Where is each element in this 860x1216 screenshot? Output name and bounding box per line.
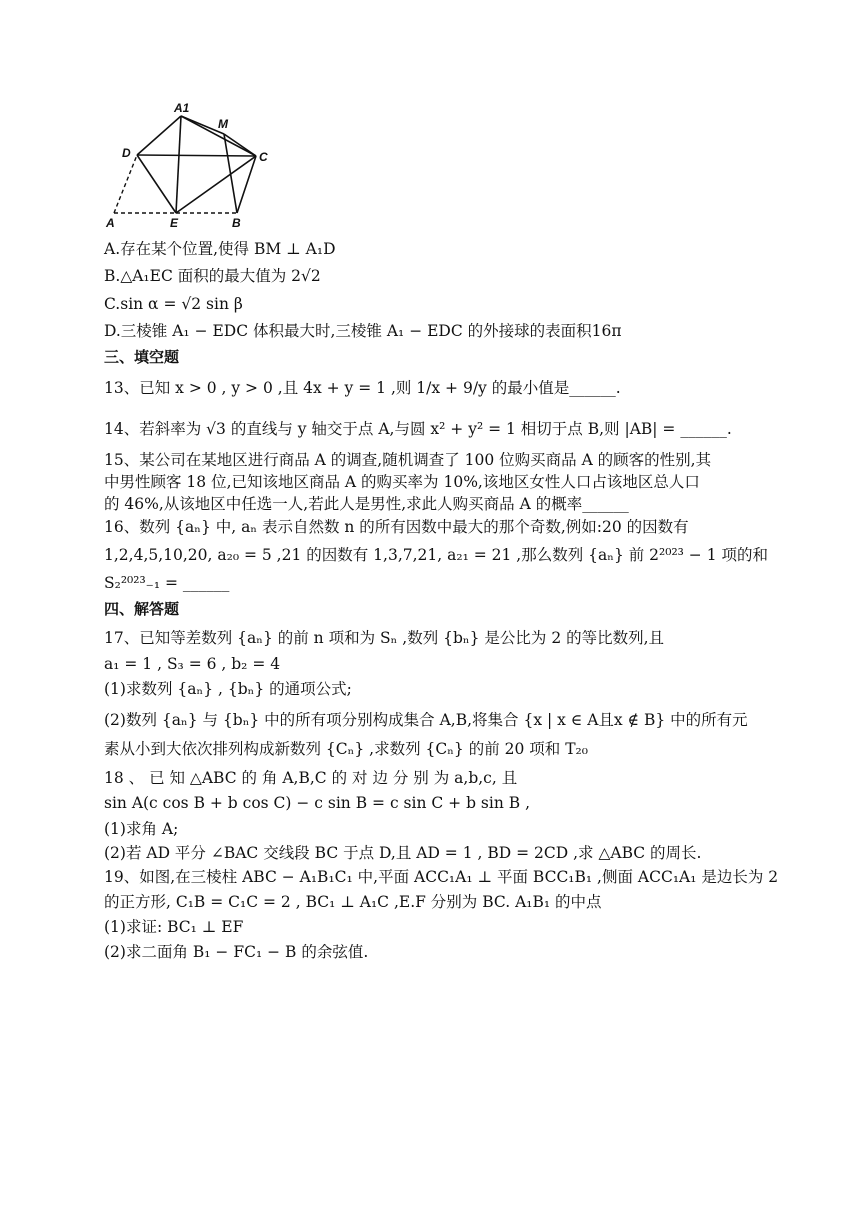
question-16-line-1: 16、数列 {aₙ} 中, aₙ 表示自然数 n 的所有因数中最大的那个奇数,例如:20 的因数有 (104, 518, 689, 536)
label-E: E (170, 216, 179, 230)
edge-D-C (137, 155, 256, 156)
label-B: B (232, 216, 241, 230)
edge-A1-E (176, 116, 181, 213)
question-18-part-1: (1)求角 A; (104, 820, 179, 838)
question-16-line-2: 1,2,4,5,10,20, a₂₀ = 5 ,21 的因数有 1,3,7,21, a₂₁ = 21 ,那么数列 {aₙ} 前 2²⁰²³ − 1 项的和 (104, 546, 769, 564)
label-D: D (122, 146, 131, 160)
question-18-part-2: (2)若 AD 平分 ∠BAC 交线段 BC 于点 D,且 AD = 1 , BD = 2CD ,求 △ABC 的周长. (104, 844, 702, 862)
section-solutions-heading: 四、解答题 (104, 600, 180, 618)
question-16-line-3: S₂²⁰²³₋₁ = ______ (104, 574, 230, 592)
edge-M-B (224, 134, 237, 213)
geometry-diagram (104, 100, 294, 230)
question-17-part-2-line-1: (2)数列 {aₙ} 与 {bₙ} 中的所有项分别构成集合 A,B,将集合 {x | x ∈ A且x ∉ B} 中的所有元 (104, 711, 748, 729)
question-15-line-2: 中男性顾客 18 位,已知该地区商品 A 的购买率为 10%,该地区女性人口占该地区总人口 (104, 473, 700, 491)
label-M: M (218, 117, 228, 131)
question-19-part-2: (2)求二面角 B₁ − FC₁ − B 的余弦值. (104, 943, 369, 961)
label-C: C (259, 150, 268, 164)
question-19-part-1: (1)求证: BC₁ ⊥ EF (104, 918, 244, 936)
question-17-line-2: a₁ = 1 , S₃ = 6 , b₂ = 4 (104, 655, 281, 673)
folded-quadrilateral-figure (104, 100, 294, 230)
question-15-line-3: 的 46%,从该地区中任选一人,若此人是男性,求此人购买商品 A 的概率______ (104, 495, 629, 513)
option-c: C.sin α = √2 sin β (104, 295, 243, 313)
label-A1: A1 (174, 101, 190, 115)
option-b: B.△A₁EC 面积的最大值为 2√2 (104, 267, 321, 285)
question-19-line-1: 19、如图,在三棱柱 ABC − A₁B₁C₁ 中,平面 ACC₁A₁ ⊥ 平面 BCC₁B₁ ,侧面 ACC₁A₁ 是边长为 2 (104, 868, 779, 886)
question-15-line-1: 15、某公司在某地区进行商品 A 的调查,随机调查了 100 位购买商品 A 的顾客的性别,其 (104, 451, 712, 469)
edge-D-A1 (137, 116, 181, 155)
question-17-part-2-line-2: 素从小到大依次排列构成新数列 {Cₙ} ,求数列 {Cₙ} 的前 20 项和 T₂₀ (104, 740, 588, 758)
dashed-edge-AD (114, 155, 137, 213)
question-14: 14、若斜率为 √3 的直线与 y 轴交于点 A,与圆 x² + y² = 1 相切于点 B,则 |AB| = ______. (104, 420, 732, 438)
option-d: D.三棱锥 A₁ − EDC 体积最大时,三棱锥 A₁ − EDC 的外接球的表面积16π (104, 322, 622, 340)
question-13: 13、已知 x > 0 , y > 0 ,且 4x + y = 1 ,则 1/x + 9/y 的最小值是______. (104, 379, 621, 397)
question-17-line-1: 17、已知等差数列 {aₙ} 的前 n 项和为 Sₙ ,数列 {bₙ} 是公比为 2 的等比数列,且 (104, 629, 665, 647)
option-a: A.存在某个位置,使得 BM ⊥ A₁D (104, 240, 336, 258)
question-17-part-1: (1)求数列 {aₙ} , {bₙ} 的通项公式; (104, 680, 352, 698)
edge-E-C (176, 156, 256, 213)
label-A: A (106, 216, 115, 230)
question-19-line-2: 的正方形, C₁B = C₁C = 2 , BC₁ ⊥ A₁C ,E.F 分别为 BC. A₁B₁ 的中点 (104, 893, 602, 911)
question-18-line-2: sin A(c cos B + b cos C) − c sin B = c sin C + b sin B , (104, 794, 530, 812)
question-18-line-1: 18 、 已 知 △ABC 的 角 A,B,C 的 对 边 分 别 为 a,b,c, 且 (104, 769, 518, 787)
section-fill-in-heading: 三、填空题 (104, 348, 180, 366)
edge-B-C (237, 156, 256, 213)
edge-D-E (137, 155, 176, 213)
